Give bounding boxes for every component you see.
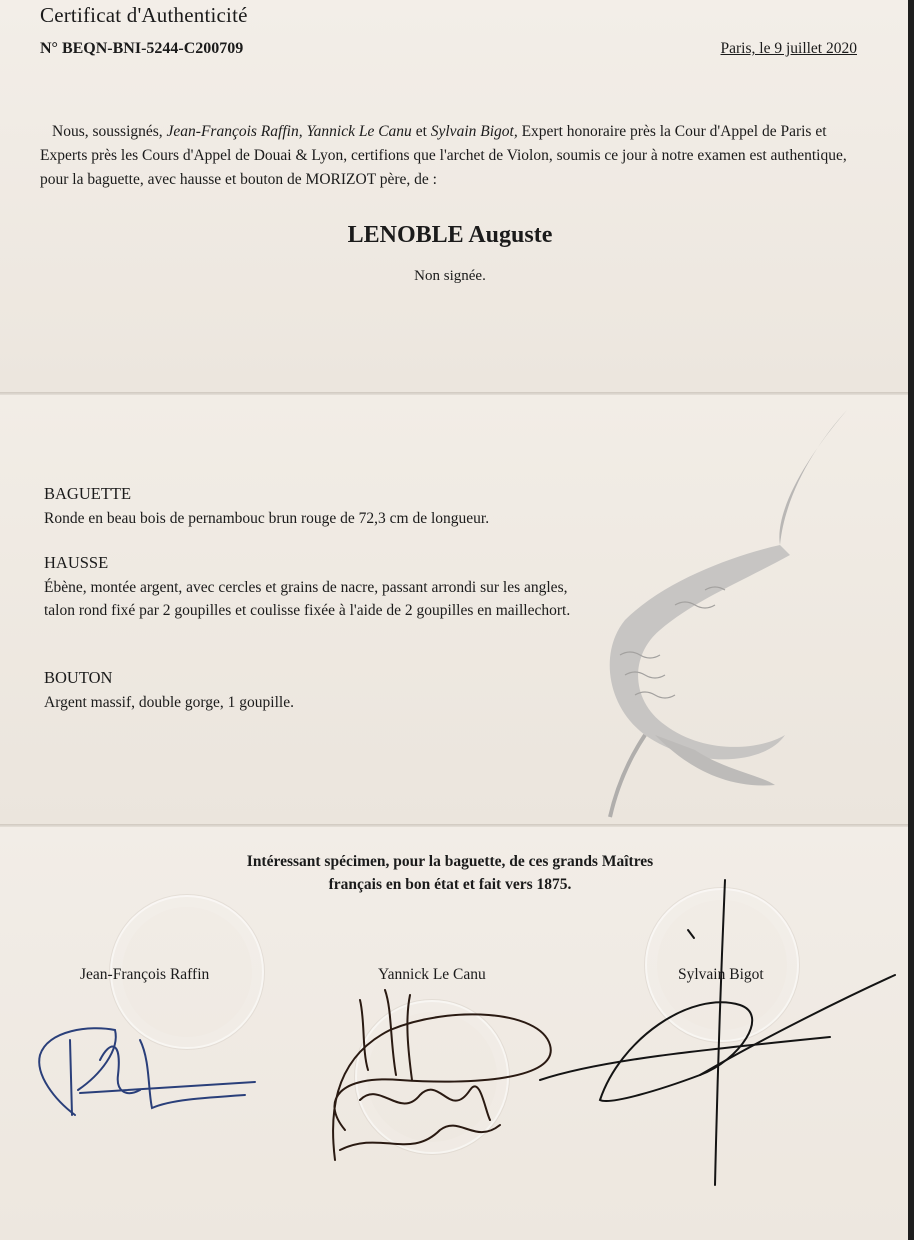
section-body-baguette: Ronde en beau bois de pernambouc brun rouge de 72,3 cm de longueur. — [44, 510, 490, 527]
section-title-hausse: HAUSSE — [44, 553, 109, 572]
expert-name: Jean-François Raffin, — [166, 123, 303, 140]
bow-maker-name: LENOBLE Auguste — [347, 222, 553, 248]
fold-line — [0, 824, 914, 827]
conclusion-line: français en bon état et fait vers 1875. — [328, 876, 572, 893]
expert-name: Yannick Le Canu — [306, 123, 412, 140]
section-body-bouton: Argent massif, double gorge, 1 goupille. — [44, 694, 294, 711]
signer-name-raffin: Jean-François Raffin — [80, 966, 210, 983]
embossed-seal — [645, 888, 799, 1042]
section-body-hausse: Ébène, montée argent, avec cercles et grains de nacre, passant arrondi sur les angles, talon rond fixé par 2 goupilles et coulisse fixée à l'aide de 2 goupilles en maillechort. — [44, 579, 571, 619]
document-title: Certificat d'Authenticité — [40, 3, 248, 27]
section-title-bouton: BOUTON — [44, 668, 113, 687]
certificate-number: N° BEQN-BNI-5244-C200709 — [40, 40, 244, 57]
embossed-seal — [355, 1000, 509, 1154]
signature-note: Non signée. — [414, 268, 486, 284]
section-title-baguette: BAGUETTE — [44, 484, 132, 503]
intro-separator: et — [411, 123, 431, 140]
intro-text: Expert honoraire près la Cour d'Appel de Paris et Experts près les Cours d'Appel de Douai & Lyon, certifions que l'archet de Violon, soumis ce jour à notre examen est authentique, pour la baguette, avec hausse et bouton de MORIZOT père, de : — [40, 123, 847, 188]
signer-name-bigot: Sylvain Bigot — [678, 966, 764, 983]
intro-paragraph — [40, 120, 865, 192]
quill-scroll-logo — [585, 405, 855, 820]
fold-line — [0, 392, 914, 395]
certificate-date: Paris, le 9 juillet 2020 — [720, 40, 857, 57]
conclusion-line: Intéressant spécimen, pour la baguette, de ces grands Maîtres — [246, 853, 654, 870]
intro-text: Nous, soussignés, — [52, 123, 167, 140]
signer-name-le-canu: Yannick Le Canu — [378, 966, 486, 983]
conclusion-text — [0, 850, 900, 896]
scan-edge — [908, 0, 914, 1240]
expert-name: Sylvain Bigot, — [430, 123, 518, 140]
top-panel — [0, 0, 914, 393]
